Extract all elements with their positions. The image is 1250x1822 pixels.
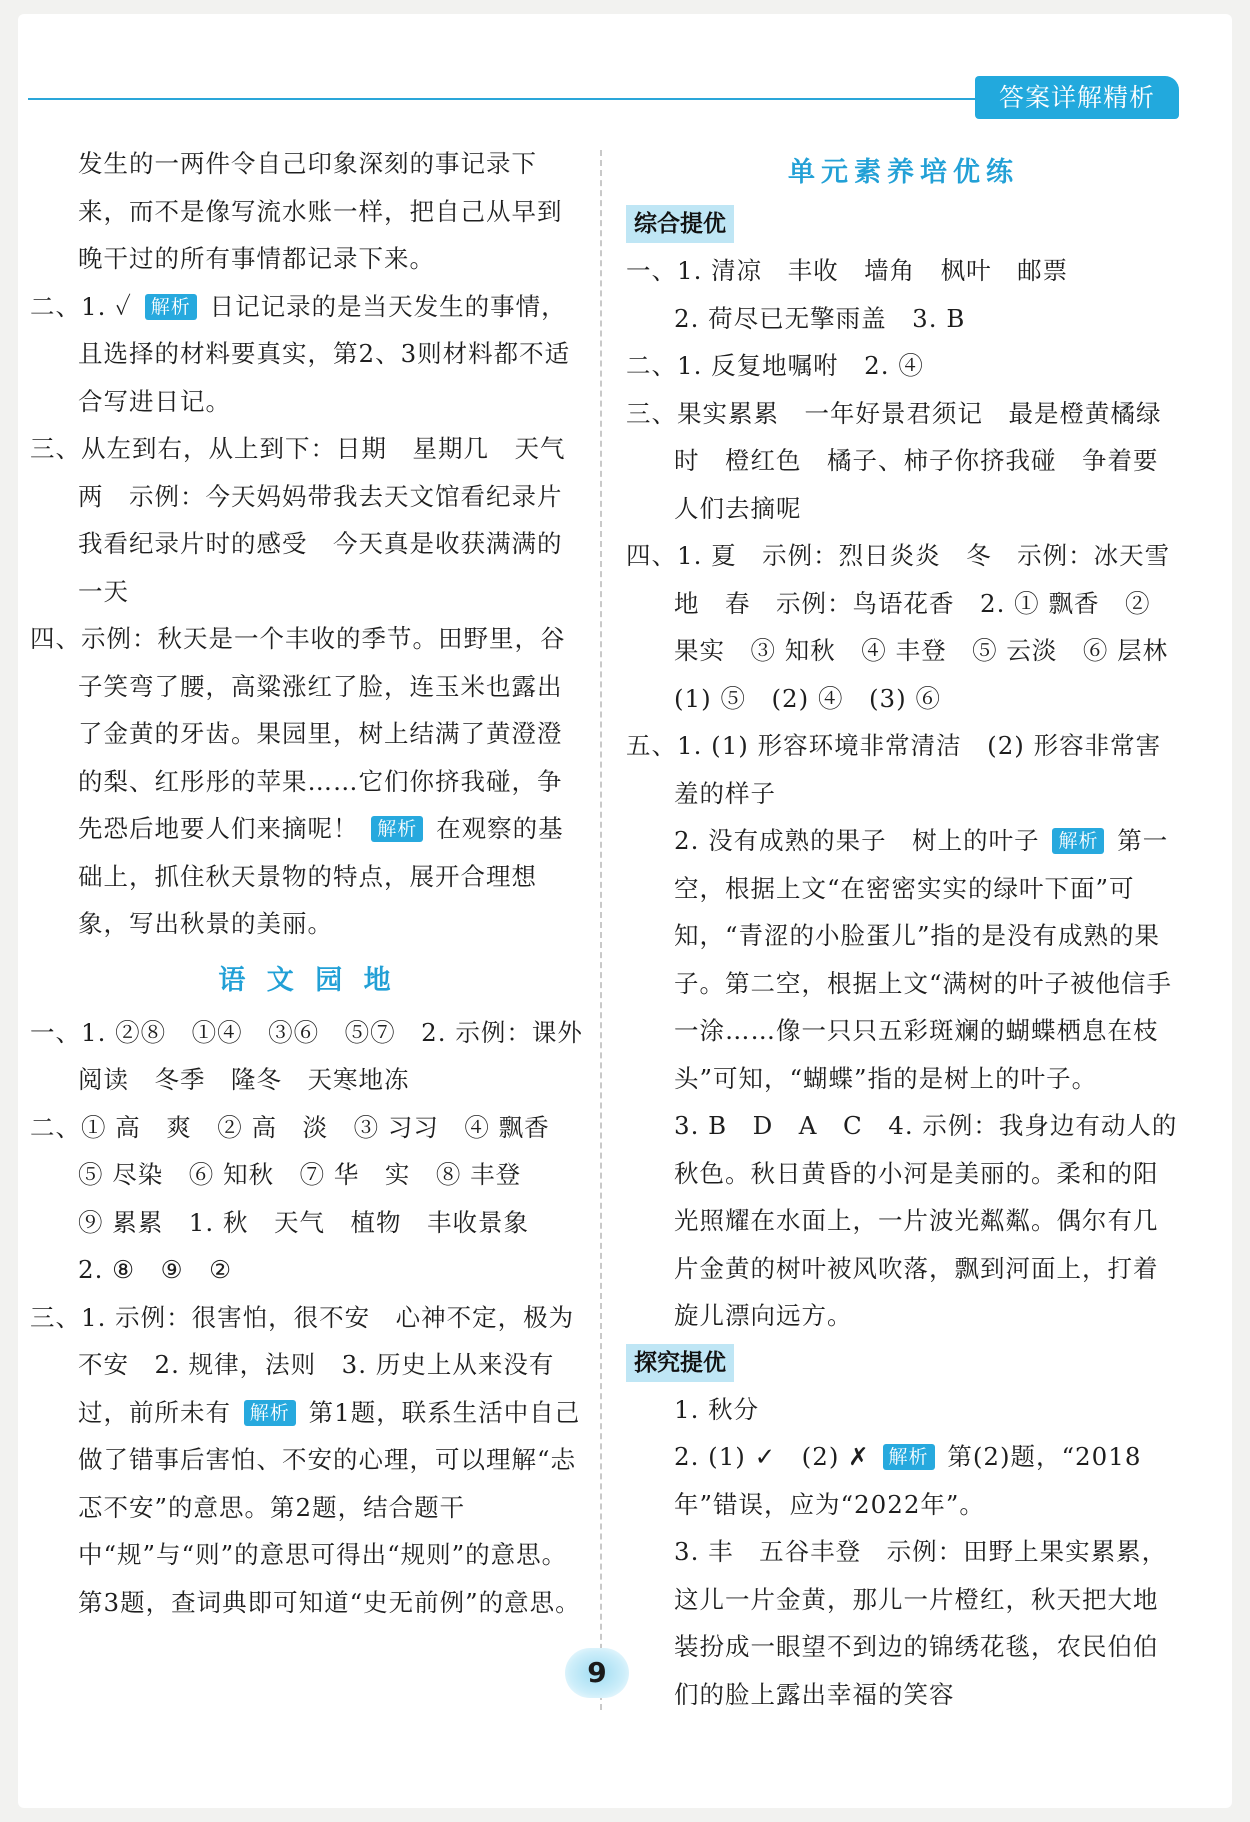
left-column <box>30 140 591 1626</box>
zonghe-5c: 3. B D A C 4. 示例：我身边有动人的秋色。秋日黄昏的小河是美丽的。柔和的阳光照耀在水面上，一片波光粼粼。偶尔有几片金黄的树叶被风吹落，飘到河面上，打着旋儿漂向远方。 <box>674 1111 1178 1330</box>
answer-3: 三、从左到右，从上到下：日期 星期几 天气 两 示例：今天妈妈带我去天文馆看纪录片 我看纪录片时的感受 今天真是收获满满的一天 <box>30 434 591 606</box>
header-rule <box>28 98 978 100</box>
jiexi-badge: 解析 <box>371 816 423 842</box>
page-number: 9 <box>565 1648 629 1698</box>
section-title-yuwen: 语 文 园 地 <box>218 964 397 996</box>
zonghe-5b-note: 第一空，根据上文“在密密实实的绿叶下面”可知，“青涩的小脸蛋儿”指的是没有成熟的果子。第二空，根据上文“满树的叶子被他信手一涂……像一只只五彩斑斓的蝴蝶栖息在枝头”可知，“蝴蝶”指的是树上的叶子。 <box>674 826 1173 1093</box>
zonghe-5a: 五、1. (1) 形容环境非常清洁 (2) 形容非常害羞的样子 <box>626 731 1162 808</box>
jiexi-badge: 解析 <box>1052 828 1104 854</box>
zonghe-4: 四、1. 夏 示例：烈日炎炎 冬 示例：冰天雪地 春 示例：鸟语花香 2. ① 飘香 ② 果实 ③ 知秋 ④ 丰登 ⑤ 云淡 ⑥ 层林 (1) ⑤ (2) ④ (3) ⑥ <box>626 541 1194 713</box>
answer-4-text: 四、示例：秋天是一个丰收的季节。田野里，谷子笑弯了腰，高粱涨红了脸，连玉米也露出了金黄的牙齿。果园里，树上结满了黄澄澄的梨、红彤彤的苹果……它们你挤我碰，争先恐后地要人们来摘呢！ <box>30 624 566 843</box>
yuwen-2c: ⑨ 累累 1. 秋 天气 植物 丰收景象 <box>78 1207 529 1237</box>
yuwen-1: 一、1. ②⑧ ①④ ③⑥ ⑤⑦ 2. 示例：课外阅读 冬季 隆冬 天寒地冻 <box>30 1017 583 1094</box>
yuwen-2b: ⑤ 尽染 ⑥ 知秋 ⑦ 华 实 ⑧ 丰登 <box>78 1160 522 1189</box>
jiexi-badge: 解析 <box>883 1444 935 1470</box>
zonghe-5b-text: 2. 没有成熟的果子 树上的叶子 <box>674 826 1040 855</box>
yuwen-3 <box>30 1294 585 1627</box>
section-title-peiyou: 单元素养培优练 <box>788 157 1019 188</box>
tanjiu-2 <box>626 1433 1181 1528</box>
tag-tanjiu: 探究提优 <box>626 1344 734 1382</box>
answer-2-note: 日记记录的是当天发生的事情，且选择的材料要真实，第2、3则材料都不适合写进日记。 <box>78 291 571 416</box>
zonghe-1b: 2. 荷尽已无擎雨盖 3. B <box>674 303 966 333</box>
jiexi-badge: 解析 <box>244 1400 296 1426</box>
answer-4-note: 在观察的基础上，抓住秋天景物的特点，展开合理想象，写出秋景的美丽。 <box>78 814 564 938</box>
answer-4 <box>30 615 585 948</box>
yuwen-3-text: 三、1. 示例：很害怕，很不安 心神不定，极为不安 2. 规律，法则 3. 历史上从来没有过，前所未有 <box>30 1302 575 1427</box>
answer-2 <box>30 283 585 426</box>
yuwen-2d: 2. ⑧ ⑨ ② <box>78 1255 233 1284</box>
answer-2-text: 二、1. ✓ <box>30 291 132 321</box>
right-column <box>626 140 1194 1718</box>
zonghe-5b <box>626 817 1181 1102</box>
header-tab: 答案详解精析 <box>975 76 1179 119</box>
yuwen-2a: 二、① 高 爽 ② 高 淡 ③ 习习 ④ 飘香 <box>30 1112 550 1142</box>
tanjiu-3: 3. 丰 五谷丰登 示例：田野上果实累累，这儿一片金黄，那儿一片橙红，秋天把大地装扮成一眼望不到边的锦绣花毯，农民伯伯们的脸上露出幸福的笑容 <box>674 1537 1168 1709</box>
intro-text: 发生的一两件令自己印象深刻的事记录下来，而不是像写流水账一样，把自己从早到晚干过的所有事情都记录下来。 <box>78 149 563 273</box>
jiexi-badge: 解析 <box>145 294 197 320</box>
tanjiu-2-text: 2. (1) ✓ (2) ✗ <box>674 1442 870 1471</box>
zonghe-1a: 一、1. 清凉 丰收 墙角 枫叶 邮票 <box>626 256 1069 285</box>
tanjiu-2-note: 第(2)题，“2018年”错误，应为“2022年”。 <box>674 1442 1142 1519</box>
tanjiu-1: 1. 秋分 <box>674 1394 760 1424</box>
column-divider <box>600 150 602 1710</box>
zonghe-3: 三、果实累累 一年好景君须记 最是橙黄橘绿时 橙红色 橘子、柿子你挤我碰 争着要人们去摘呢 <box>626 398 1162 523</box>
tag-zonghe: 综合提优 <box>626 205 734 243</box>
yuwen-3-note: 第1题，联系生活中自己做了错事后害怕、不安的心理，可以理解“忐忑不安”的意思。第2题，结合题干中“规”与“则”的意思可得出“规则”的意思。第3题，查词典即可知道“史无前例”的意思。 <box>78 1397 581 1617</box>
zonghe-2: 二、1. 反复地嘱咐 2. ④ <box>626 351 924 380</box>
